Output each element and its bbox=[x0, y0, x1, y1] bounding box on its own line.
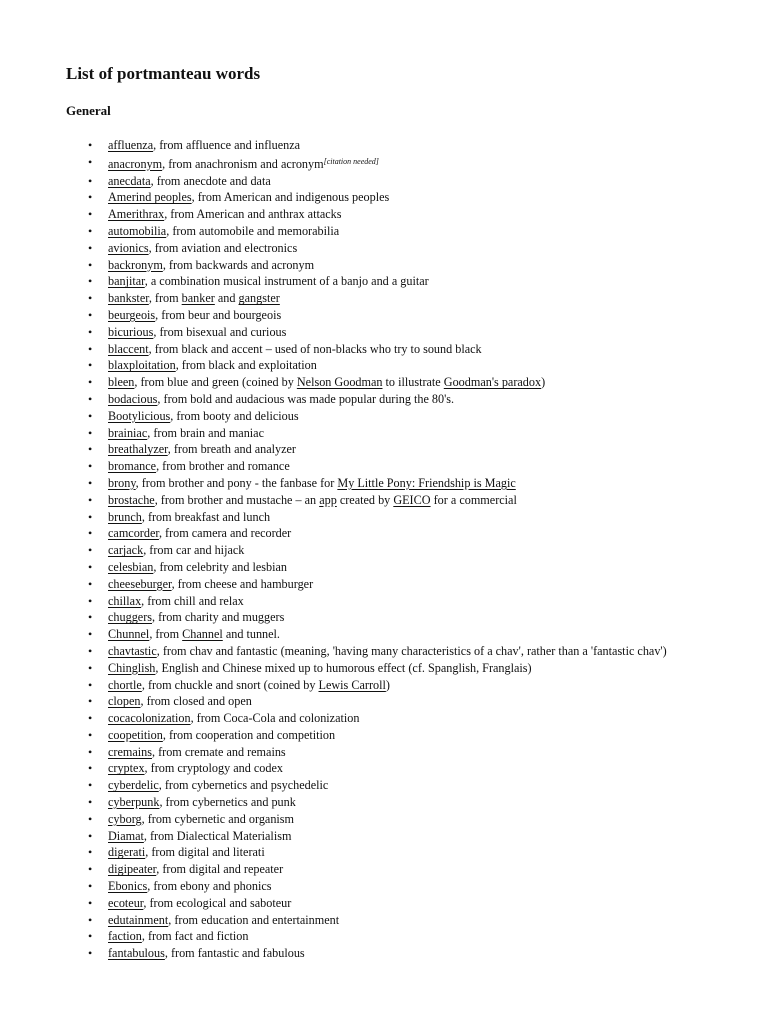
term-link[interactable]: carjack bbox=[108, 543, 144, 558]
list-item bbox=[108, 660, 708, 677]
list-item bbox=[108, 137, 708, 154]
entry-text: , from cremate and remains bbox=[152, 744, 286, 759]
entry-text: , from chav and fantastic (meaning, 'having many characteristics of a chav', rather than a 'fantastic chav') bbox=[156, 643, 667, 658]
term-link[interactable]: Chunnel bbox=[108, 627, 150, 642]
term-link[interactable]: faction bbox=[108, 929, 142, 944]
entry-text: , from black and accent – used of non-blacks who try to sound black bbox=[148, 341, 482, 356]
entry-text: , from fantastic and fabulous bbox=[164, 946, 305, 961]
list-item bbox=[108, 509, 708, 526]
entry-text: , from beur and bourgeois bbox=[155, 307, 282, 322]
term-link[interactable]: clopen bbox=[108, 694, 141, 709]
term-link[interactable]: chillax bbox=[108, 593, 142, 608]
list-item bbox=[108, 559, 708, 576]
entry-text: , from celebrity and lesbian bbox=[153, 559, 288, 574]
entry-text: , from anachronism and acronym bbox=[162, 156, 324, 171]
list-item bbox=[108, 257, 708, 274]
entry-text: , from brother and mustache – an bbox=[154, 492, 320, 507]
entry-text: , from affluence and influenza bbox=[153, 138, 301, 152]
term-link[interactable]: blaccent bbox=[108, 341, 149, 356]
list-item bbox=[108, 593, 708, 610]
entry-text: to illustrate bbox=[382, 375, 444, 390]
term-link[interactable]: banker bbox=[181, 291, 215, 306]
section-heading: General bbox=[66, 103, 111, 118]
term-link[interactable]: gangster bbox=[238, 291, 280, 306]
term-link[interactable]: Bootylicious bbox=[108, 408, 171, 423]
list-item bbox=[108, 727, 708, 744]
entry-text: , from automobile and memorabilia bbox=[166, 223, 340, 238]
term-link[interactable]: edutainment bbox=[108, 912, 169, 927]
list-item bbox=[108, 693, 708, 710]
list-item bbox=[108, 844, 708, 861]
term-link[interactable]: Lewis Carroll bbox=[318, 677, 386, 692]
list-item bbox=[108, 492, 708, 509]
entry-text: , from cheese and hamburger bbox=[171, 576, 314, 591]
term-link[interactable]: fantabulous bbox=[108, 946, 165, 961]
entry-text: , from fact and fiction bbox=[141, 929, 249, 944]
entry-text: , from digital and literati bbox=[145, 845, 265, 860]
list-item bbox=[108, 912, 708, 929]
entry-text: , from chill and relax bbox=[141, 593, 244, 608]
term-link[interactable]: blaxploitation bbox=[108, 358, 176, 373]
term-link[interactable]: chavtastic bbox=[108, 643, 157, 658]
term-link[interactable]: brony bbox=[108, 475, 136, 490]
list-item bbox=[108, 374, 708, 391]
entry-text: , from American and anthrax attacks bbox=[164, 207, 342, 222]
list-item bbox=[108, 626, 708, 643]
entry-text: , from charity and muggers bbox=[152, 610, 285, 625]
entry-text: , from breath and analyzer bbox=[167, 442, 296, 457]
entry-text: , from booty and delicious bbox=[170, 408, 299, 423]
entry-text: , from closed and open bbox=[140, 694, 252, 709]
entry-text: for a commercial bbox=[430, 492, 517, 507]
term-link[interactable]: chuggers bbox=[108, 610, 152, 625]
entry-text: , from Dialectical Materialism bbox=[143, 828, 292, 843]
entry-text: , from brain and maniac bbox=[147, 425, 265, 440]
term-link[interactable]: camcorder bbox=[108, 526, 159, 541]
list-item bbox=[108, 173, 708, 190]
list-item bbox=[108, 189, 708, 206]
entry-text: , from education and entertainment bbox=[168, 912, 340, 927]
entry-text: , from ebony and phonics bbox=[147, 879, 272, 894]
term-link[interactable]: digerati bbox=[108, 845, 146, 860]
entry-text: , English and Chinese mixed up to humorous effect (cf. Spanglish, Franglais) bbox=[155, 660, 532, 675]
term-link[interactable]: cremains bbox=[108, 744, 152, 759]
term-link[interactable]: cyberdelic bbox=[108, 778, 159, 793]
list-item bbox=[108, 154, 708, 173]
term-link[interactable]: automobilia bbox=[108, 223, 167, 238]
entry-text: , from black and exploitation bbox=[175, 358, 317, 373]
term-link[interactable]: backronym bbox=[108, 257, 163, 272]
entry-text: , from bbox=[148, 291, 182, 306]
list-item bbox=[108, 744, 708, 761]
list-item bbox=[108, 273, 708, 290]
page-title: List of portmanteau words bbox=[66, 64, 261, 83]
term-link[interactable]: bankster bbox=[108, 291, 149, 306]
entry-text: created by bbox=[336, 492, 394, 507]
list-item bbox=[108, 677, 708, 694]
term-link[interactable]: bicurious bbox=[108, 324, 154, 339]
term-link[interactable]: cyberpunk bbox=[108, 795, 160, 810]
list-item bbox=[108, 576, 708, 593]
term-link[interactable]: breathalyzer bbox=[108, 442, 168, 457]
entry-text: , from brother and romance bbox=[156, 459, 290, 474]
term-link[interactable]: affluenza bbox=[108, 138, 154, 152]
term-link[interactable]: celesbian bbox=[108, 559, 154, 574]
entry-text: ) bbox=[541, 375, 546, 390]
term-link[interactable]: anacronym bbox=[108, 156, 163, 171]
term-link[interactable]: brostache bbox=[108, 492, 155, 507]
term-link[interactable]: avionics bbox=[108, 240, 149, 255]
term-link[interactable]: brunch bbox=[108, 509, 142, 524]
entry-text: ) bbox=[385, 677, 390, 692]
list-item bbox=[108, 458, 708, 475]
entry-text: , from camera and recorder bbox=[158, 526, 292, 541]
list-item bbox=[108, 861, 708, 878]
list-item bbox=[108, 928, 708, 945]
list-item bbox=[108, 307, 708, 324]
list-item bbox=[108, 542, 708, 559]
term-link[interactable]: beurgeois bbox=[108, 307, 156, 322]
term-link[interactable]: brainiac bbox=[108, 425, 148, 440]
entry-text: , from cybernetic and organism bbox=[141, 811, 295, 826]
list-item bbox=[108, 794, 708, 811]
list-item bbox=[108, 945, 708, 962]
list-item bbox=[108, 760, 708, 777]
entry-text: and tunnel. bbox=[222, 627, 280, 642]
term-link[interactable]: coopetition bbox=[108, 727, 163, 742]
term-link[interactable]: bromance bbox=[108, 459, 157, 474]
entry-text: , from blue and green (coined by bbox=[134, 375, 297, 390]
list-item bbox=[108, 425, 708, 442]
term-link[interactable]: app bbox=[319, 492, 337, 507]
list-item bbox=[108, 828, 708, 845]
list-item bbox=[108, 290, 708, 307]
entry-text: , from bisexual and curious bbox=[153, 324, 287, 339]
term-link[interactable]: GEICO bbox=[393, 492, 431, 507]
term-link[interactable]: Nelson Goodman bbox=[296, 375, 383, 390]
term-link[interactable]: Amerind peoples bbox=[108, 190, 192, 205]
list-item bbox=[108, 391, 708, 408]
list-item bbox=[108, 811, 708, 828]
term-link[interactable]: chortle bbox=[108, 677, 142, 692]
entry-text: , from cooperation and competition bbox=[162, 727, 336, 742]
term-link[interactable]: banjitar bbox=[108, 274, 145, 289]
entry-text: , from backwards and acronym bbox=[162, 257, 315, 272]
portmanteau-list bbox=[108, 137, 708, 962]
list-item bbox=[108, 525, 708, 542]
entry-text: , a combination musical instrument of a banjo and a guitar bbox=[144, 274, 429, 289]
entry-text: , from digital and repeater bbox=[156, 862, 284, 877]
list-item bbox=[108, 357, 708, 374]
citation-needed-note[interactable]: [citation needed] bbox=[323, 156, 379, 166]
entry-text: , from Coca-Cola and colonization bbox=[190, 711, 360, 726]
list-item bbox=[108, 895, 708, 912]
list-item bbox=[108, 240, 708, 257]
list-item bbox=[108, 878, 708, 895]
entry-text: , from cybernetics and punk bbox=[159, 795, 296, 810]
term-link[interactable]: bodacious bbox=[108, 391, 158, 406]
entry-text: , from aviation and electronics bbox=[148, 240, 298, 255]
term-link[interactable]: cryptex bbox=[108, 761, 145, 776]
list-item bbox=[108, 710, 708, 727]
entry-text: , from ecological and saboteur bbox=[143, 895, 292, 910]
term-link[interactable]: Diamat bbox=[108, 828, 144, 843]
list-item bbox=[108, 441, 708, 458]
term-link[interactable]: cocacolonization bbox=[108, 711, 191, 726]
term-link[interactable]: Ebonics bbox=[108, 879, 148, 894]
list-item bbox=[108, 643, 708, 660]
list-item bbox=[108, 609, 708, 626]
list-item bbox=[108, 223, 708, 240]
term-link[interactable]: digipeater bbox=[108, 862, 157, 877]
term-link[interactable]: Chinglish bbox=[108, 660, 156, 675]
term-link[interactable]: ecoteur bbox=[108, 895, 144, 910]
entry-text: , from bbox=[149, 627, 183, 642]
entry-text: , from cryptology and codex bbox=[144, 761, 283, 776]
term-link[interactable]: My Little Pony: Friendship is Magic bbox=[337, 475, 516, 490]
list-item bbox=[108, 206, 708, 223]
list-item bbox=[108, 777, 708, 794]
term-link[interactable]: bleen bbox=[108, 375, 135, 390]
term-link[interactable]: Amerithrax bbox=[108, 207, 165, 222]
list-item bbox=[108, 408, 708, 425]
entry-text: , from chuckle and snort (coined by bbox=[141, 677, 319, 692]
entry-text: , from car and hijack bbox=[143, 543, 245, 558]
list-item bbox=[108, 341, 708, 358]
term-link[interactable]: Channel bbox=[182, 627, 223, 642]
entry-text: , from American and indigenous peoples bbox=[191, 190, 390, 205]
list-item bbox=[108, 475, 708, 492]
entry-text: , from anecdote and data bbox=[150, 173, 271, 188]
entry-text: , from brother and pony - the fanbase for bbox=[135, 475, 338, 490]
entry-text: , from cybernetics and psychedelic bbox=[158, 778, 329, 793]
term-link[interactable]: cyborg bbox=[108, 811, 142, 826]
entry-text: , from bold and audacious was made popular during the 80's. bbox=[157, 391, 455, 406]
term-link[interactable]: cheeseburger bbox=[108, 576, 172, 591]
term-link[interactable]: Goodman's paradox bbox=[443, 375, 542, 390]
term-link[interactable]: anecdata bbox=[108, 173, 151, 188]
entry-text: , from breakfast and lunch bbox=[141, 509, 271, 524]
entry-text: and bbox=[214, 291, 239, 306]
list-item bbox=[108, 324, 708, 341]
